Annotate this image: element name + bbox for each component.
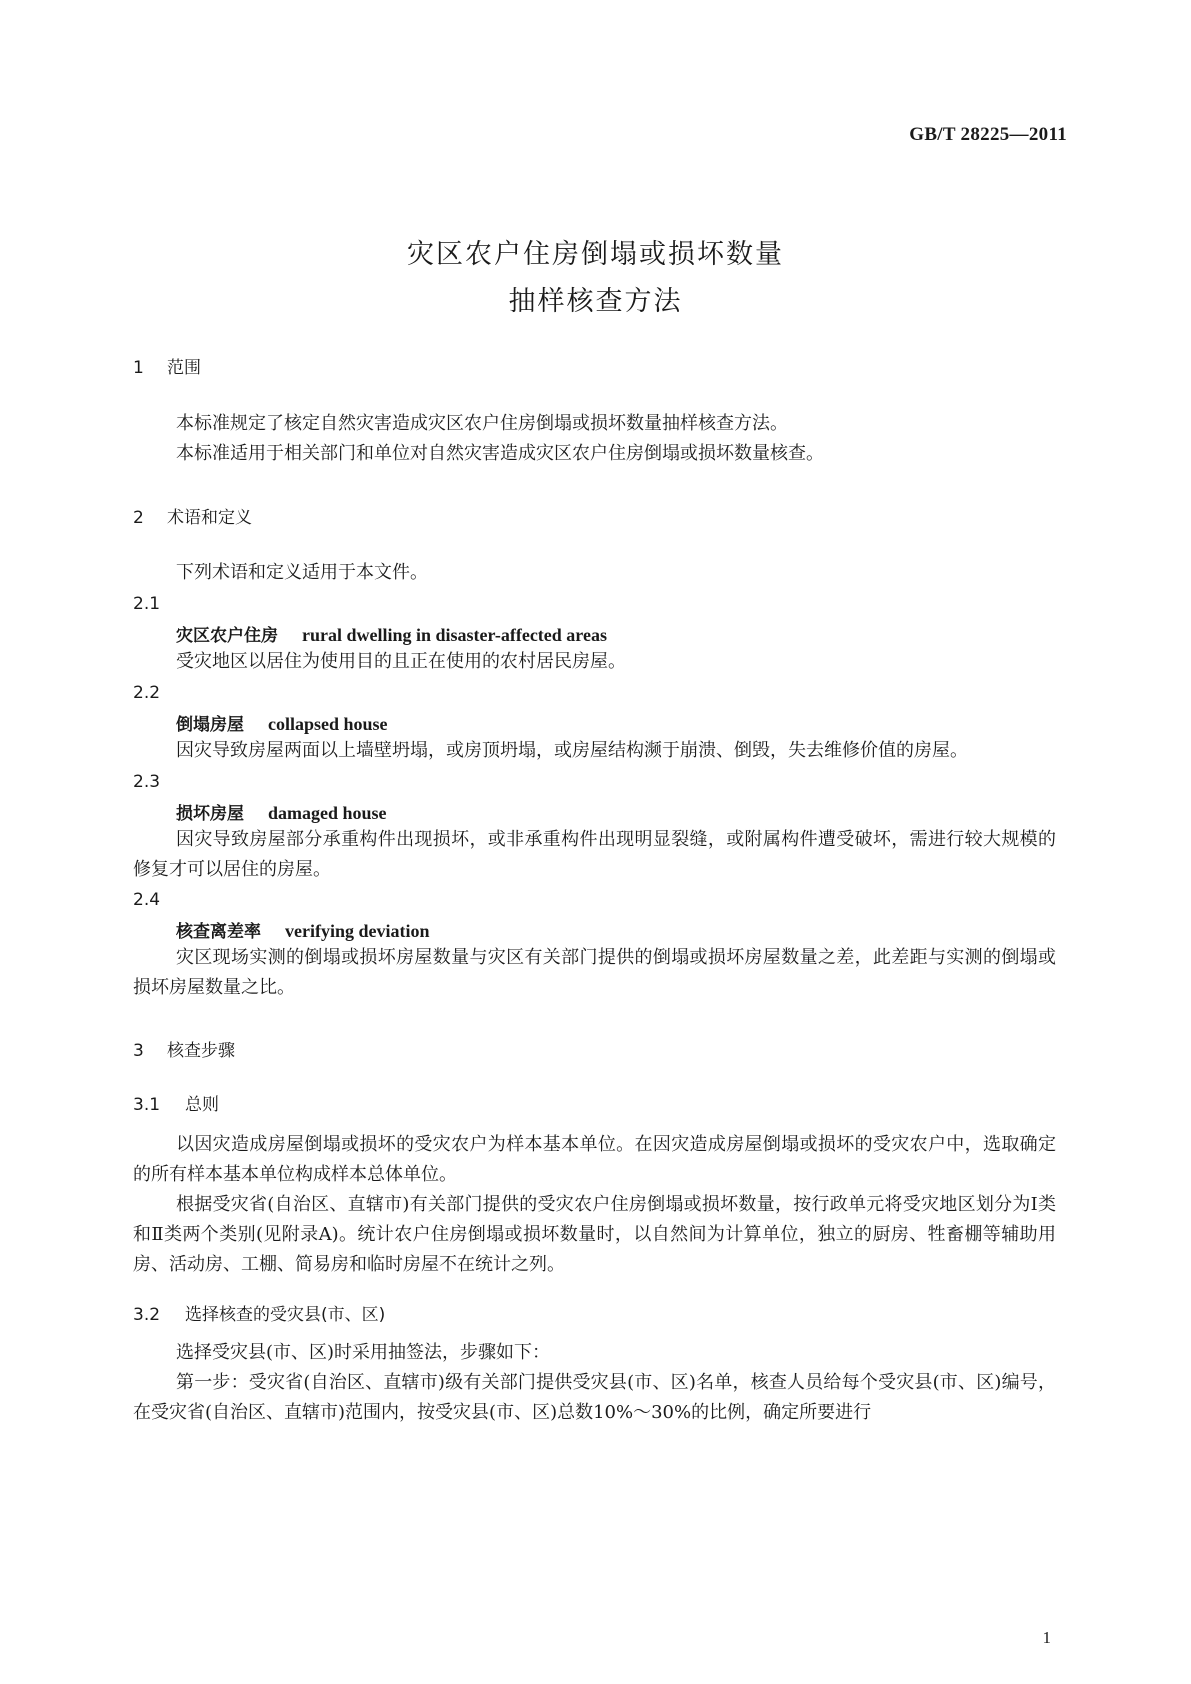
paragraph: 本标准适用于相关部门和单位对自然灾害造成灾区农户住房倒塌或损坏数量核查。 xyxy=(176,443,824,464)
term-number: 2.2 xyxy=(133,683,161,703)
paragraph: 选择受灾县(市、区)时采用抽签法，步骤如下： xyxy=(176,1342,551,1363)
standard-number: GB/T 28225—2011 xyxy=(909,124,1067,145)
term-zh: 损坏房屋 xyxy=(176,804,244,824)
page-number: 1 xyxy=(1042,1628,1051,1647)
document-title-line-1: 灾区农户住房倒塌或损坏数量 xyxy=(407,239,784,270)
term-zh: 灾区农户住房 xyxy=(176,626,278,646)
term-definition: 受灾地区以居住为使用目的且正在使用的农村居民房屋。 xyxy=(176,651,626,672)
section-number: 1 xyxy=(133,358,144,378)
section-2-heading xyxy=(133,503,252,528)
term-heading xyxy=(176,799,387,824)
subsection-3-2-heading xyxy=(133,1300,385,1325)
paragraph: 第一步：受灾省(自治区、直辖市)级有关部门提供受灾县(市、区)名单，核查人员给每个受灾县(市、区)编号，在受灾省(自治区、直辖市)范围内，按受灾县(市、区)总数10%～30%的比例，确定所要进行 xyxy=(133,1372,1056,1423)
section-number: 2 xyxy=(133,508,144,528)
term-definition: 因灾导致房屋部分承重构件出现损坏，或非承重构件出现明显裂缝，或附属构件遭受破坏，需进行较大规模的修复才可以居住的房屋。 xyxy=(133,829,1056,880)
term-en: collapsed house xyxy=(268,714,388,734)
subsection-title: 选择核查的受灾县(市、区) xyxy=(185,1305,386,1325)
section-title: 范围 xyxy=(167,358,201,378)
term-definition: 灾区现场实测的倒塌或损坏房屋数量与灾区有关部门提供的倒塌或损坏房屋数量之差，此差距与实测的倒塌或损坏房屋数量之比。 xyxy=(133,947,1056,998)
section-title: 术语和定义 xyxy=(167,508,252,528)
paragraph: 根据受灾省(自治区、直辖市)有关部门提供的受灾农户住房倒塌或损坏数量，按行政单元将受灾地区划分为Ⅰ类和Ⅱ类两个类别(见附录A)。统计农户住房倒塌或损坏数量时，以自然间为计算单位，独立的厨房、牲畜棚等辅助用房、活动房、工棚、简易房和临时房屋不在统计之列。 xyxy=(133,1194,1056,1275)
term-number: 2.1 xyxy=(133,594,161,614)
term-en: verifying deviation xyxy=(285,921,430,941)
subsection-number: 3.1 xyxy=(133,1095,161,1115)
subsection-number: 3.2 xyxy=(133,1305,161,1325)
subsection-3-1-heading xyxy=(133,1090,219,1115)
section-title: 核查步骤 xyxy=(167,1041,235,1061)
term-heading xyxy=(176,710,388,735)
paragraph: 下列术语和定义适用于本文件。 xyxy=(176,562,428,583)
section-1-heading xyxy=(133,353,201,378)
term-heading xyxy=(176,621,607,646)
term-zh: 倒塌房屋 xyxy=(176,715,244,735)
section-number: 3 xyxy=(133,1041,144,1061)
term-en: rural dwelling in disaster-affected areas xyxy=(302,625,607,645)
term-heading xyxy=(176,917,430,942)
term-zh: 核查离差率 xyxy=(176,922,261,942)
term-number: 2.3 xyxy=(133,772,161,792)
section-3-heading xyxy=(133,1036,235,1061)
term-en: damaged house xyxy=(268,803,387,823)
subsection-title: 总则 xyxy=(185,1095,219,1115)
paragraph: 本标准规定了核定自然灾害造成灾区农户住房倒塌或损坏数量抽样核查方法。 xyxy=(176,413,788,434)
term-number: 2.4 xyxy=(133,890,161,910)
paragraph: 以因灾造成房屋倒塌或损坏的受灾农户为样本基本单位。在因灾造成房屋倒塌或损坏的受灾农户中，选取确定的所有样本基本单位构成样本总体单位。 xyxy=(133,1134,1056,1185)
term-definition: 因灾导致房屋两面以上墙壁坍塌，或房顶坍塌，或房屋结构濒于崩溃、倒毁，失去维修价值的房屋。 xyxy=(176,740,968,761)
document-title-line-2: 抽样核查方法 xyxy=(508,286,683,317)
